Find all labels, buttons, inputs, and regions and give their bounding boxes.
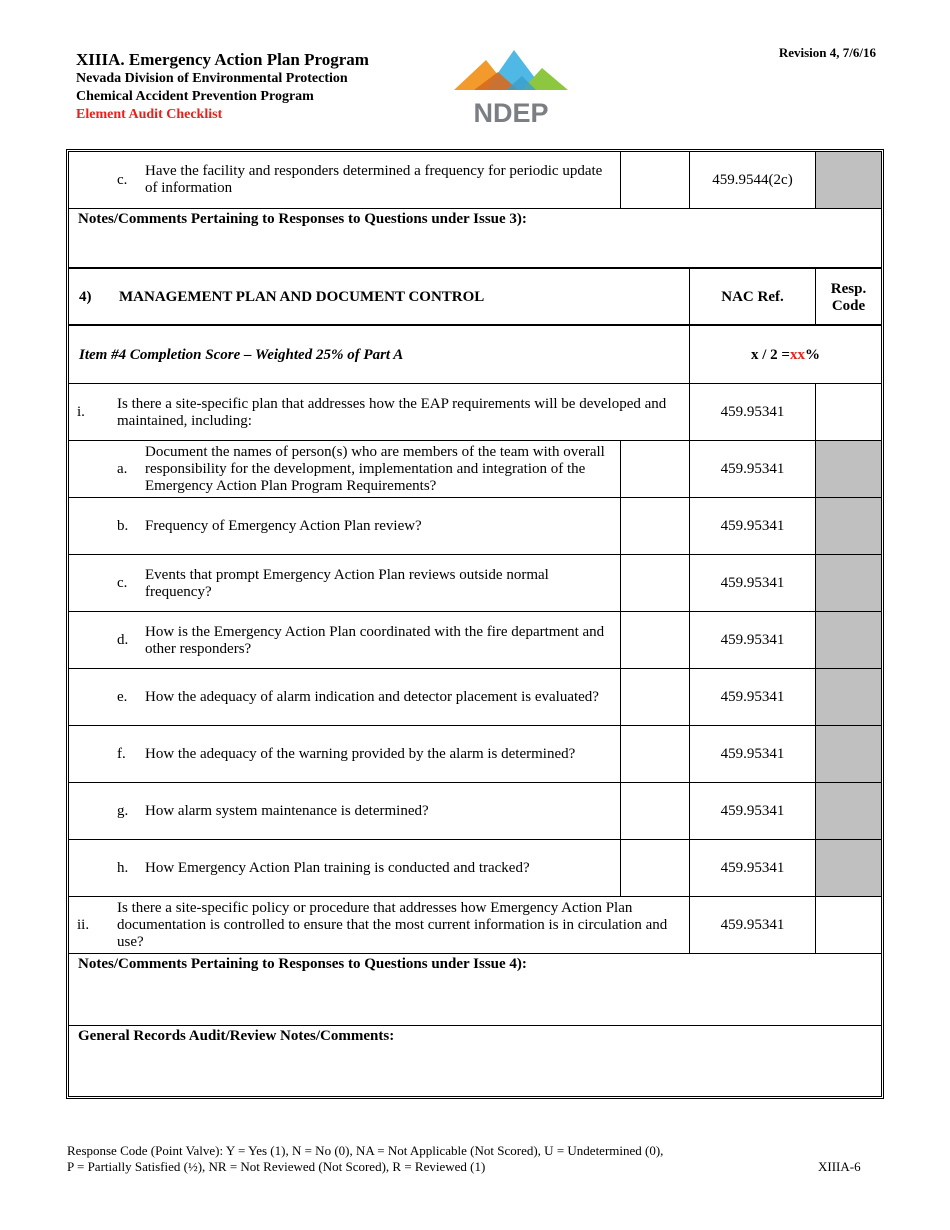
question-text: Frequency of Emergency Action Plan review?: [145, 518, 422, 534]
nac-ref: 459.95341: [689, 726, 815, 783]
notes-label: Notes/Comments Pertaining to Responses to Questions under Issue 3):: [78, 211, 527, 227]
resp-code-cell: [815, 840, 881, 897]
response-cell[interactable]: [620, 152, 689, 208]
nac-ref: 459.95341: [689, 783, 815, 840]
section-number: 4): [79, 289, 92, 305]
item-letter: b.: [117, 518, 129, 534]
table-row-subitem: [69, 725, 881, 783]
response-cell[interactable]: [620, 441, 689, 498]
question-text: Have the facility and responders determined a frequency for periodic update of information: [145, 163, 603, 196]
table-row-subitem: [69, 497, 881, 555]
revision-label: Revision 4, 7/6/16: [778, 45, 876, 60]
score-label: Item #4 Completion Score – Weighted 25% of Part A: [79, 347, 404, 363]
item-letter: a.: [117, 461, 128, 477]
item-letter: e.: [117, 689, 128, 705]
response-cell[interactable]: [620, 612, 689, 669]
item-letter: c.: [117, 171, 128, 188]
resp-code-cell: [815, 726, 881, 783]
legend-line-1: Response Code (Point Valve): Y = Yes (1), N = No (0), NA = Not Applicable (Not Scored), U = Undetermined (0),: [67, 1143, 664, 1158]
nac-ref-header: NAC Ref.: [689, 269, 815, 326]
logo-text: NDEP: [473, 98, 549, 124]
nac-ref: 459.95341: [689, 897, 815, 954]
item-letter: f.: [117, 746, 126, 762]
resp-code-header: Resp. Code: [815, 269, 881, 326]
table-row-subitem: [69, 782, 881, 840]
table-row-subitem: [69, 839, 881, 897]
agency-name: Nevada Division of Environmental Protection: [76, 71, 348, 86]
response-code-legend: [67, 1143, 663, 1175]
table-row-subitem: [69, 554, 881, 612]
item-letter: d.: [117, 632, 129, 648]
general-notes[interactable]: [69, 1025, 881, 1097]
section-title: MANAGEMENT PLAN AND DOCUMENT CONTROL: [119, 289, 485, 305]
question-text: How the adequacy of the warning provided by the alarm is determined?: [145, 746, 576, 762]
page-number: XIIIA-6: [818, 1159, 861, 1174]
item-number: ii.: [77, 917, 90, 933]
ndep-mountains-icon: [452, 50, 570, 124]
resp-code-cell[interactable]: [815, 897, 881, 954]
nac-ref: 459.95341: [689, 840, 815, 897]
notes-issue-4[interactable]: [69, 953, 881, 1026]
legend-line-2: P = Partially Satisfied (½), NR = Not Reviewed (Not Scored), R = Reviewed (1): [67, 1159, 486, 1174]
item-number: i.: [77, 404, 85, 420]
response-cell[interactable]: [620, 783, 689, 840]
question-text: How alarm system maintenance is determined?: [145, 803, 429, 819]
table-row-subitem: [69, 668, 881, 726]
question-text: How Emergency Action Plan training is conducted and tracked?: [145, 860, 530, 876]
table-row-subitem: [69, 440, 881, 498]
nac-ref: 459.95341: [689, 555, 815, 612]
item-letter: h.: [117, 860, 129, 876]
response-cell[interactable]: [620, 840, 689, 897]
item-letter: g.: [117, 803, 129, 819]
question-text: Events that prompt Emergency Action Plan reviews outside normal frequency?: [145, 566, 549, 600]
response-cell[interactable]: [620, 669, 689, 726]
question-text: How the adequacy of alarm indication and detector placement is evaluated?: [145, 689, 599, 705]
question-text: Is there a site-specific plan that addresses how the EAP requirements will be developed and maintained, including:: [117, 395, 667, 429]
question-text: Document the names of person(s) who are members of the team with overall responsibility for the development, implementation and integration of the Emergency Action Plan Program Requirements?: [145, 444, 605, 494]
resp-code-cell: [815, 669, 881, 726]
question-text: Is there a site-specific policy or procedure that addresses how Emergency Action Plan documentation is controlled to ensure that the most current information is in circulation and use?: [117, 900, 668, 950]
resp-code-cell: [815, 441, 881, 498]
resp-code-cell: [815, 783, 881, 840]
nac-ref: 459.95341: [689, 612, 815, 669]
notes-label: Notes/Comments Pertaining to Responses to Questions under Issue 4):: [78, 956, 527, 972]
score-formula: x / 2 = xx %: [689, 326, 881, 385]
general-notes-label: General Records Audit/Review Notes/Comments:: [78, 1028, 395, 1044]
ndep-logo: [452, 50, 570, 124]
table-row-item-i: [69, 383, 881, 441]
table-row-prev-c: [69, 152, 881, 208]
resp-code-cell: [815, 555, 881, 612]
program-name: Chemical Accident Prevention Program: [76, 89, 314, 104]
response-cell[interactable]: [620, 498, 689, 555]
completion-score-row: [69, 324, 881, 385]
document-title: XIIIA. Emergency Action Plan Program: [76, 50, 369, 69]
nac-ref: 459.95341: [689, 669, 815, 726]
nac-ref: 459.95341: [689, 498, 815, 555]
table-row-subitem: [69, 611, 881, 669]
resp-code-cell[interactable]: [815, 384, 881, 441]
resp-code-cell: [815, 152, 881, 208]
resp-code-cell: [815, 612, 881, 669]
notes-issue-3[interactable]: [69, 208, 881, 268]
response-cell[interactable]: [620, 555, 689, 612]
audit-table: [66, 149, 884, 1099]
response-cell[interactable]: [620, 726, 689, 783]
question-text: How is the Emergency Action Plan coordinated with the fire department and other responders?: [145, 623, 605, 657]
nac-ref: 459.95341: [689, 384, 815, 441]
table-row-item-ii: [69, 896, 881, 954]
resp-code-cell: [815, 498, 881, 555]
nac-ref: 459.95341: [689, 441, 815, 498]
item-letter: c.: [117, 575, 128, 591]
document-header: [76, 50, 369, 124]
section-4-header: [69, 267, 881, 326]
nac-ref: 459.9544(2c): [689, 152, 815, 208]
checklist-label: Element Audit Checklist: [76, 107, 223, 122]
